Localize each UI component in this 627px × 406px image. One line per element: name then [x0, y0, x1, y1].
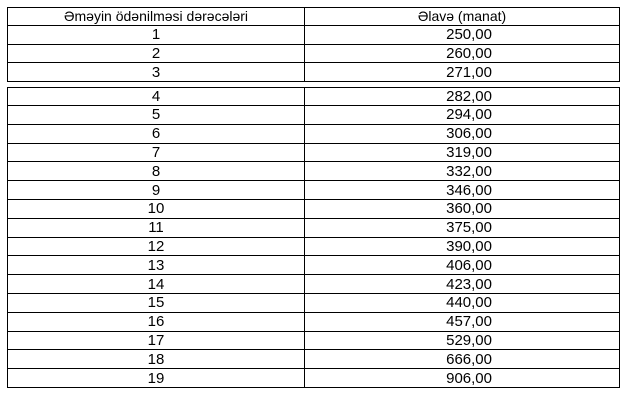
amount-cell [304, 219, 620, 237]
table-row [7, 162, 620, 181]
grade-cell: 11 [7, 219, 304, 237]
amount-cell [304, 238, 620, 256]
table-row [7, 350, 620, 369]
amount-cell [304, 106, 620, 124]
amount-value: 457,00 [446, 313, 492, 331]
table-row [7, 294, 620, 313]
grade-cell: 4 [7, 88, 304, 105]
grade-cell: 5 [7, 106, 304, 124]
grade-cell: 17 [7, 332, 304, 350]
table-row [7, 144, 620, 163]
grade-cell: 8 [7, 162, 304, 180]
amount-value: 390,00 [446, 237, 492, 255]
grade-cell: 9 [7, 181, 304, 199]
grade-cell: 13 [7, 256, 304, 274]
grade-cell: 6 [7, 125, 304, 143]
amount-value: 666,00 [446, 350, 492, 368]
table-row [7, 369, 620, 388]
grade-cell: 16 [7, 313, 304, 331]
amount-value: 375,00 [446, 219, 492, 237]
grade-cell: 3 [7, 63, 304, 81]
table-row [7, 181, 620, 200]
amount-cell [304, 369, 620, 387]
amount-cell [304, 181, 620, 199]
grade-cell: 14 [7, 275, 304, 293]
amount-value: 306,00 [446, 125, 492, 143]
amount-value: 529,00 [446, 331, 492, 349]
amount-cell [304, 63, 620, 81]
table-row [7, 238, 620, 257]
table-body [7, 26, 620, 388]
table-row [7, 200, 620, 219]
amount-value: 360,00 [446, 200, 492, 218]
table-row [7, 106, 620, 125]
table-row [7, 219, 620, 238]
amount-value: 440,00 [446, 294, 492, 312]
table-row [7, 256, 620, 275]
grade-cell: 18 [7, 350, 304, 368]
amount-value: 260,00 [446, 44, 492, 62]
amount-cell [304, 88, 620, 105]
amount-value: 346,00 [446, 181, 492, 199]
amount-cell [304, 200, 620, 218]
grade-cell: 2 [7, 45, 304, 63]
grade-cell: 7 [7, 144, 304, 162]
table-row [7, 63, 620, 82]
amount-value: 271,00 [446, 63, 492, 81]
amount-value: 319,00 [446, 143, 492, 161]
amount-value: 332,00 [446, 162, 492, 180]
amount-cell [304, 144, 620, 162]
grade-cell: 10 [7, 200, 304, 218]
amount-value: 294,00 [446, 106, 492, 124]
table-row [7, 275, 620, 294]
grade-cell: 19 [7, 369, 304, 387]
header-amount: Əlavə (manat) [304, 8, 620, 25]
amount-cell [304, 332, 620, 350]
amount-cell [304, 162, 620, 180]
salary-grade-table [7, 7, 620, 388]
grade-cell: 1 [7, 26, 304, 44]
amount-cell [304, 350, 620, 368]
amount-value: 250,00 [446, 26, 492, 44]
header-grade: Əməyin ödənilməsi dərəcələri [7, 8, 304, 25]
table-header-row [7, 7, 620, 26]
table-row [7, 125, 620, 144]
table-row [7, 87, 620, 106]
amount-cell [304, 45, 620, 63]
table-row [7, 313, 620, 332]
table-row [7, 332, 620, 351]
amount-cell [304, 256, 620, 274]
amount-cell [304, 26, 620, 44]
table-row [7, 26, 620, 45]
amount-cell [304, 294, 620, 312]
amount-value: 282,00 [446, 88, 492, 106]
table-row [7, 45, 620, 64]
amount-value: 406,00 [446, 256, 492, 274]
amount-value: 906,00 [446, 369, 492, 387]
amount-cell [304, 275, 620, 293]
amount-cell [304, 313, 620, 331]
grade-cell: 12 [7, 238, 304, 256]
amount-value: 423,00 [446, 275, 492, 293]
amount-cell [304, 125, 620, 143]
grade-cell: 15 [7, 294, 304, 312]
